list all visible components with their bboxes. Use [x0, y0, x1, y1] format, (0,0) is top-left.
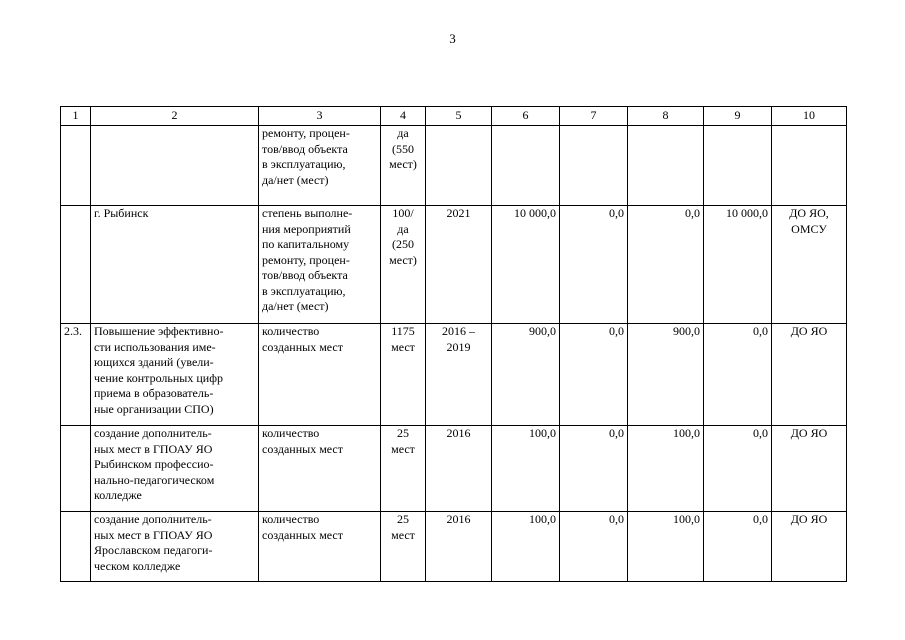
cell-text-line: 2016	[446, 512, 471, 526]
cell-text-line: да	[397, 221, 409, 236]
cell-text: 0,0	[609, 206, 624, 220]
cell-name	[91, 126, 259, 206]
cell-text: 0,0	[609, 512, 624, 526]
cell-text-line: г. Рыбинск	[94, 206, 149, 220]
cell-text: 100,0	[529, 512, 556, 526]
cell-text-line: количество	[262, 324, 320, 338]
cell-text: 0,0	[753, 324, 768, 338]
cell-text-line: в эксплуатацию,	[262, 283, 346, 298]
cell-target-value	[381, 426, 426, 512]
cell-target-value	[381, 512, 426, 582]
cell-text: 0,0	[609, 426, 624, 440]
cell-text: 10 000,0	[514, 206, 556, 220]
cell-regional	[628, 206, 704, 324]
cell-text-line: Рыбинском профессио-	[94, 457, 214, 471]
cell-federal	[560, 206, 628, 324]
cell-text-line: 100/	[392, 206, 414, 220]
cell-text: 100,0	[673, 512, 700, 526]
cell-number	[61, 426, 91, 512]
cell-text-line: мест)	[389, 252, 417, 267]
cell-text-line: да/нет (мест)	[262, 172, 329, 187]
column-header: 7	[560, 107, 628, 126]
cell-name	[91, 324, 259, 426]
column-header: 3	[259, 107, 381, 126]
cell-text-line: 1175	[391, 324, 415, 338]
cell-text-line: ДО ЯО	[790, 512, 828, 526]
cell-regional	[628, 512, 704, 582]
cell-name	[91, 426, 259, 512]
cell-text-line: ремонту, процен-	[262, 126, 350, 140]
table-row	[61, 426, 847, 512]
cell-text-line: тов/ввод объекта	[262, 268, 348, 282]
cell-text: 0,0	[753, 512, 768, 526]
cell-number	[61, 206, 91, 324]
cell-text-line: по капитальному	[262, 237, 350, 251]
cell-target-value	[381, 206, 426, 324]
cell-name	[91, 512, 259, 582]
cell-text-line: ОМСУ	[791, 221, 827, 236]
cell-text-line: Ярославском педагоги-	[94, 543, 213, 557]
cell-text-line: 25	[397, 512, 409, 526]
cell-text-line: созданных мест	[262, 527, 343, 542]
column-header: 10	[772, 107, 847, 126]
cell-indicator	[259, 512, 381, 582]
column-header: 4	[381, 107, 426, 126]
cell-local	[704, 324, 772, 426]
cell-period	[426, 206, 492, 324]
cell-indicator	[259, 426, 381, 512]
cell-period	[426, 512, 492, 582]
cell-text-line: мест	[391, 527, 415, 542]
table-row	[61, 206, 847, 324]
cell-text-line: ные организации СПО)	[94, 401, 214, 416]
cell-period	[426, 126, 492, 206]
cell-text: 900,0	[529, 324, 556, 338]
column-header: 5	[426, 107, 492, 126]
cell-text-line: Повышение эффективно-	[94, 324, 224, 338]
cell-text-line: нально-педагогическом	[94, 472, 215, 487]
table-body	[61, 126, 847, 582]
cell-text-line: созданных мест	[262, 339, 343, 354]
table-header-row	[61, 107, 847, 126]
cell-text-line: степень выполне-	[262, 206, 353, 220]
cell-target-value	[381, 324, 426, 426]
cell-text: 0,0	[609, 324, 624, 338]
cell-period	[426, 426, 492, 512]
cell-text-line: созданных мест	[262, 441, 343, 456]
column-header: 8	[628, 107, 704, 126]
cell-number	[61, 512, 91, 582]
cell-total	[492, 206, 560, 324]
column-header: 1	[61, 107, 91, 126]
cell-text-line: в эксплуатацию,	[262, 157, 346, 171]
cell-local	[704, 512, 772, 582]
page-number: 3	[449, 31, 456, 46]
cell-text-line: ных мест в ГПОАУ ЯО	[94, 441, 213, 456]
cell-text-line: создание дополнитель-	[94, 426, 212, 440]
table-row	[61, 512, 847, 582]
table-row	[61, 324, 847, 426]
program-table	[60, 106, 847, 582]
cell-name	[91, 206, 259, 324]
cell-text-line: ремонту, процен-	[262, 252, 350, 267]
cell-federal	[560, 324, 628, 426]
cell-federal	[560, 512, 628, 582]
cell-indicator	[259, 206, 381, 324]
cell-executor	[772, 324, 847, 426]
cell-text-line: ческом колледже	[94, 558, 181, 573]
cell-text-line: 2021	[446, 206, 471, 220]
cell-total	[492, 512, 560, 582]
cell-text-line: 2019	[446, 339, 471, 354]
cell-text: 100,0	[529, 426, 556, 440]
cell-text: 0,0	[753, 426, 768, 440]
cell-number	[61, 324, 91, 426]
cell-text-line: (550	[392, 141, 414, 156]
column-header: 6	[492, 107, 560, 126]
cell-federal	[560, 126, 628, 206]
cell-text-line: мест	[391, 441, 415, 456]
cell-text-line: количество	[262, 426, 320, 440]
cell-text-line: ющихся зданий (увели-	[94, 355, 214, 369]
cell-text-line: количество	[262, 512, 320, 526]
cell-period	[426, 324, 492, 426]
column-header: 9	[704, 107, 772, 126]
cell-text-line: мест	[391, 339, 415, 354]
cell-text-line: мест)	[389, 157, 417, 171]
cell-executor	[772, 206, 847, 324]
cell-indicator	[259, 126, 381, 206]
cell-text-line: да	[397, 126, 409, 140]
cell-text-line: 25	[397, 426, 409, 440]
cell-text-line: ДО ЯО,	[789, 206, 829, 220]
cell-executor	[772, 426, 847, 512]
cell-text-line: сти использования име-	[94, 339, 216, 354]
cell-target-value	[381, 126, 426, 206]
cell-text-line: ния мероприятий	[262, 221, 351, 236]
cell-text-line: 2016	[446, 426, 471, 440]
cell-text: 900,0	[673, 324, 700, 338]
cell-text: 0,0	[685, 206, 700, 220]
cell-text-line: ДО ЯО	[790, 426, 828, 440]
cell-text-line: ДО ЯО	[790, 324, 828, 338]
cell-regional	[628, 126, 704, 206]
cell-text-line: ных мест в ГПОАУ ЯО	[94, 527, 213, 542]
column-header: 2	[91, 107, 259, 126]
cell-text-line: (250	[392, 237, 414, 251]
cell-text-line: чение контрольных цифр	[94, 370, 223, 385]
cell-regional	[628, 324, 704, 426]
cell-executor	[772, 512, 847, 582]
cell-text-line: приема в образователь-	[94, 386, 214, 400]
cell-total	[492, 324, 560, 426]
cell-total	[492, 126, 560, 206]
cell-text-line: тов/ввод объекта	[262, 141, 348, 156]
cell-number	[61, 126, 91, 206]
cell-text-line: колледже	[94, 488, 142, 502]
cell-local	[704, 206, 772, 324]
cell-text: 100,0	[673, 426, 700, 440]
cell-local	[704, 426, 772, 512]
cell-text-line: создание дополнитель-	[94, 512, 212, 526]
cell-local	[704, 126, 772, 206]
cell-indicator	[259, 324, 381, 426]
cell-text-line: 2016 –	[442, 324, 475, 338]
cell-text: 10 000,0	[726, 206, 768, 220]
cell-regional	[628, 426, 704, 512]
cell-executor	[772, 126, 847, 206]
cell-total	[492, 426, 560, 512]
cell-text-line: да/нет (мест)	[262, 299, 329, 313]
cell-text: 2.3.	[64, 324, 82, 338]
cell-federal	[560, 426, 628, 512]
table-row	[61, 126, 847, 206]
